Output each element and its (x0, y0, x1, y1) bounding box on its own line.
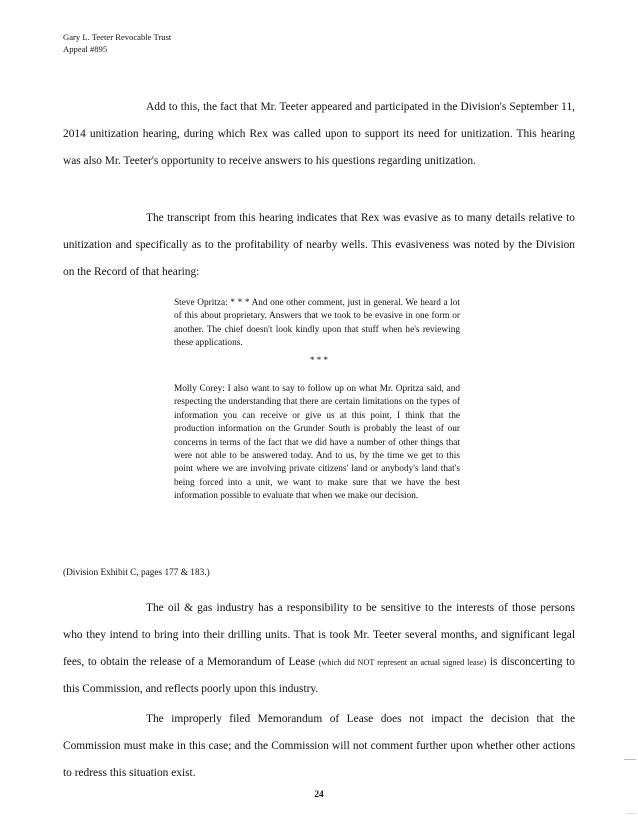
quote-corey: Molly Corey: I also want to say to follow up on what Mr. Opritza said, and respecting the understanding that there are certain limitations on the types of information you can receive or give us at this point, I think that the production information on the Grunder South is probably the least of our concerns in terms of the fact that we did have a number of other things that were not able to be answered today. And to us, by the time we get to this point where we are involving private citizens' land or anybody's land that's being forced into a unit, we want to make sure that we have the best information possible to evaluate that when we make our decision. (174, 384, 460, 502)
scan-margin-mark (624, 759, 636, 760)
paragraph-2-block (63, 205, 575, 286)
paragraph-3-note: (which did NOT represent an actual signed lease) (318, 658, 487, 667)
paragraph-4-block (63, 706, 575, 787)
paragraph-3 (63, 595, 575, 703)
header-appeal-number: Appeal #895 (63, 44, 108, 54)
paragraph-2: The transcript from this hearing indicates that Rex was evasive as to many details relative to unitization and specifically as to the profitability of nearby wells. This evasiveness was noted by the Division on the Record of that hearing: (63, 212, 575, 278)
document-header (63, 31, 171, 55)
paragraph-1-block (63, 94, 575, 175)
paragraph-1: Add to this, the fact that Mr. Teeter appeared and participated in the Division's September 11, 2014 unitization hearing, during which Rex was called upon to support its need for unitization. This hearing was also Mr. Teeter's opportunity to receive answers to his questions regarding unitization. (63, 101, 575, 167)
citation: (Division Exhibit C, pages 177 & 183.) (63, 568, 210, 578)
scan-margin-mark-lower (626, 813, 636, 814)
page-number: 24 (314, 790, 324, 800)
quote-opritza: Steve Opritza: * * * And one other comment, just in general. We heard a lot of this about proprietary. Answers that we took to be evasive in one form or another. The chief doesn't look kindly upon that stuff when he's reviewing these applications. (174, 298, 460, 349)
quote-separator: * * * (310, 355, 328, 365)
header-trust-name: Gary L. Teeter Revocable Trust (63, 32, 172, 42)
paragraph-3-block (63, 595, 575, 703)
paragraph-3-text-b: is disconcerting to this Commission, and reflects poorly upon this industry. (63, 656, 575, 695)
paragraph-4: The improperly filed Memorandum of Lease does not impact the decision that the Commission must make in this case; and the Commission will not comment further upon whether other actions to redress this situation exist. (63, 713, 575, 779)
paragraph-3-text-a: The oil & gas industry has a responsibility to be sensitive to the interests of those persons who they intend to bring into their drilling units. That is took Mr. Teeter several months, and significant legal fees, to obtain the release of a Memorandum of Lease (63, 602, 575, 668)
